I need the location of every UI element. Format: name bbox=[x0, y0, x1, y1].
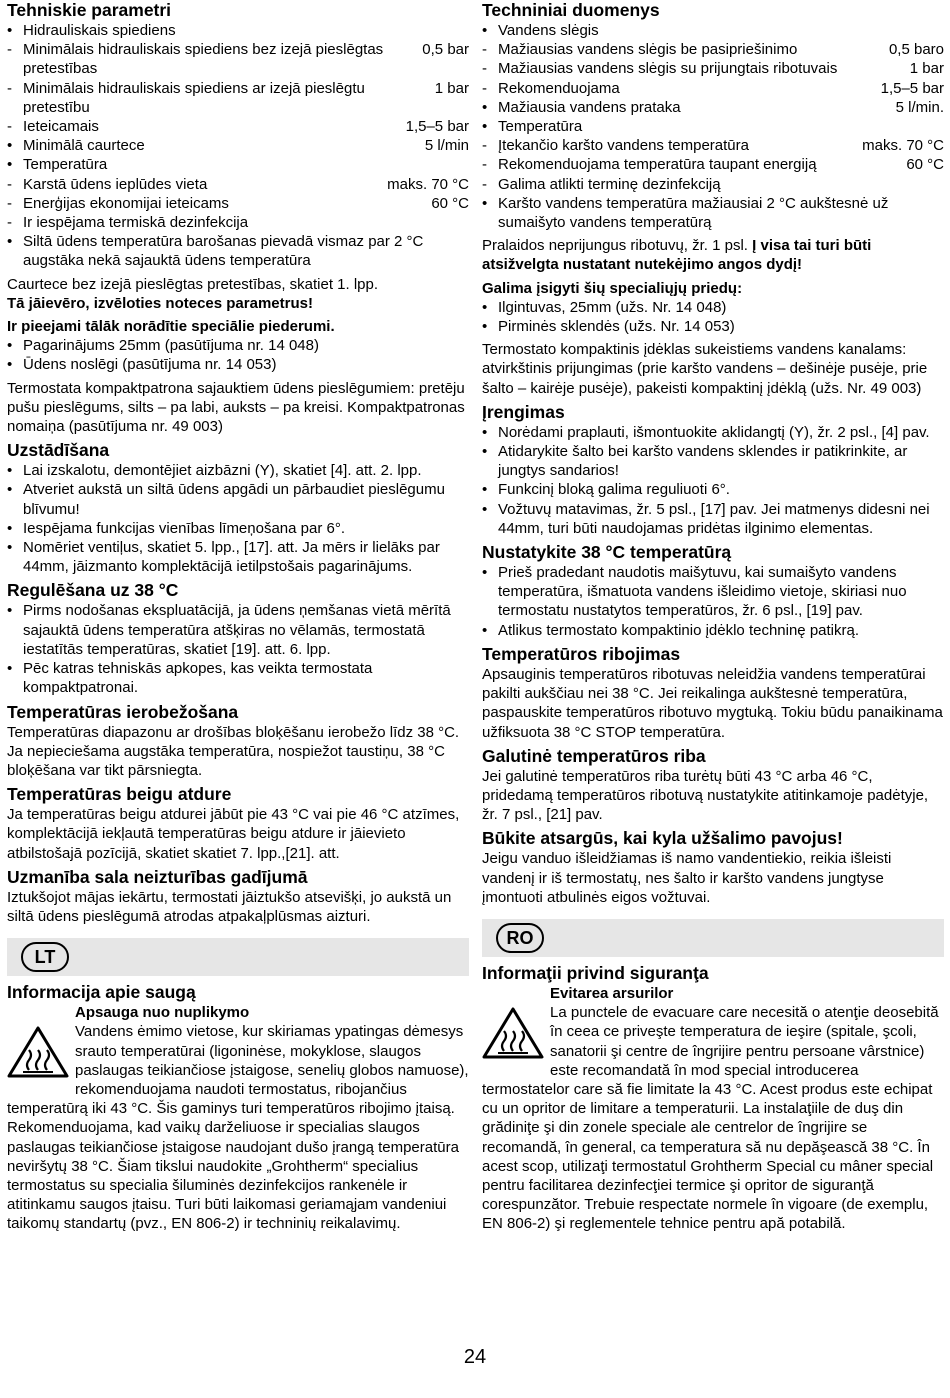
list-item-text: Ilgintuvas, 25mm (užs. Nr. 14 048) bbox=[498, 298, 727, 316]
bullet-marker: • bbox=[7, 233, 13, 251]
list-item-text: Atveriet aukstā un siltā ūdens apgādi un pārbaudiet pieslēgumu blīvumu! bbox=[23, 481, 445, 518]
bullet-marker: • bbox=[482, 318, 488, 336]
list-item-text: Funkcinį bloką galima reguliuoti 6°. bbox=[498, 481, 730, 499]
list-item-text: Pagarinājums 25mm (pasūtījuma nr. 14 048) bbox=[23, 337, 319, 355]
section-title-limit: Temperatūras ierobežošana bbox=[7, 701, 239, 722]
spec-item bbox=[482, 40, 944, 59]
list-item bbox=[7, 538, 469, 576]
spec-label: Siltā ūdens temperatūra barošanas pievadā vismaz par 2 °C augstāka nekā sajauktā ūdens temperatūra bbox=[23, 233, 424, 270]
spec-item bbox=[482, 155, 944, 174]
bullet-marker: - bbox=[7, 214, 12, 232]
limit-text: Apsauginis temperatūros ribotuvas neleidžia vandens temperatūrai pakilti aukščiau nei 38 °C. Jei reikalinga aukštesnė temperatūra, paspauskite temperatūros ribotuvo mygtuką. Tokiu būdu panaikinama užfiksuota 38 °C STOP temperatūra. bbox=[482, 665, 943, 741]
spec-value: 60 °C bbox=[431, 194, 469, 212]
spec-label: Mažiausias vandens slėgis be pasipriešinimo bbox=[498, 41, 798, 59]
bullet-marker: • bbox=[7, 22, 13, 39]
flow-note: Caurtece bez izejā pieslēgtas pretestības, skatiet 1. lpp. bbox=[7, 275, 379, 293]
bullet-marker: • bbox=[482, 22, 488, 39]
bullet-marker: • bbox=[482, 621, 488, 639]
safety-block bbox=[7, 1022, 469, 1233]
spec-item bbox=[7, 213, 469, 232]
spec-item bbox=[482, 175, 944, 194]
list-item-text: Atidarykite šalto bei karšto vandens sklendes ir patikrinkite, ar jungtys sandarios! bbox=[498, 443, 908, 480]
language-bar bbox=[482, 919, 944, 957]
bullet-marker: • bbox=[482, 500, 488, 518]
list-item bbox=[482, 480, 944, 499]
spec-item bbox=[7, 155, 469, 174]
bullet-marker: • bbox=[482, 194, 488, 212]
bullet-marker: • bbox=[7, 137, 13, 155]
list-item bbox=[7, 355, 469, 374]
right-column bbox=[482, 0, 944, 1234]
safety-block bbox=[482, 1003, 944, 1233]
list-item bbox=[7, 480, 469, 518]
section-title-safety: Informacija apie saugą bbox=[7, 982, 196, 1003]
spec-label: Vandens slėgis bbox=[498, 22, 599, 39]
limit-text: Temperatūras diapazonu ar drošības bloķēšanu ierobežo līdz 38 °C. Ja nepieciešama augstāka temperatūra, nospiežot taustiņu, 38 °C bloķēšana var tikt pārsniegta. bbox=[7, 723, 460, 779]
spec-item bbox=[7, 232, 469, 270]
spec-value: 60 °C bbox=[906, 156, 944, 174]
end-stop-text: Jei galutinė temperatūros riba turėtų būti 43 °C arba 46 °C, pridedamą temperatūros ribotuvą nustatykite atitinkamoje padėtyje, žr. 7 psl., [21] pav. bbox=[482, 767, 929, 824]
page-number: 24 bbox=[463, 1346, 487, 1368]
bullet-marker: - bbox=[7, 194, 12, 212]
list-item bbox=[482, 317, 944, 336]
frost-text: Jeigu vanduo išleidžiamas iš namo vandentiekio, reikia išleisti vandenį ir iš termostatų, nes šalto ir karšto vandens jungtyse įmontuoti atbulinės eigos vožtuvai. bbox=[482, 850, 892, 906]
section-title-frost: Uzmanība sala neizturības gadījumā bbox=[7, 866, 308, 887]
bullet-marker: • bbox=[7, 660, 13, 678]
install-list bbox=[7, 461, 469, 576]
bullet-marker: - bbox=[482, 156, 487, 174]
section-title-safety: Informaţii privind siguranţa bbox=[482, 962, 709, 983]
list-item bbox=[482, 423, 944, 442]
list-item-text: Pirms nodošanas ekspluatācijā, ja ūdens ņemšanas vietā mērītā sajauktā ūdens temperatūra atšķiras no vēlamās, termostatā iestatītās temperatūras, skatiet [19]. att. 6. lpp. bbox=[23, 602, 451, 658]
spec-label: Ir iespējama termiskā dezinfekcija bbox=[23, 214, 249, 232]
accessories-title: Ir pieejami tālāk norādītie speciālie piederumi. bbox=[7, 318, 335, 336]
spec-item bbox=[482, 21, 944, 40]
language-badge: LT bbox=[21, 942, 69, 972]
hot-surface-warning-icon bbox=[7, 1026, 69, 1078]
spec-label: Karstā ūdens ieplūdes vieta bbox=[23, 175, 208, 193]
bullet-marker: • bbox=[7, 462, 13, 480]
spec-item bbox=[482, 98, 944, 117]
accessories-title: Galima įsigyti šių specialiųjų priedų: bbox=[482, 279, 743, 297]
spec-label: Mažiausia vandens prataka bbox=[498, 98, 681, 116]
bullet-marker: • bbox=[7, 337, 13, 355]
spec-item bbox=[7, 117, 469, 136]
spec-value: 1,5–5 bar bbox=[880, 79, 944, 97]
spec-value: 5 l/min. bbox=[895, 98, 944, 116]
spec-item bbox=[482, 194, 944, 232]
spec-label: Minimālais hidrauliskais spiediens ar izejā pieslēgtu pretestību bbox=[23, 79, 365, 116]
left-column bbox=[7, 0, 469, 1234]
spec-item bbox=[7, 136, 469, 155]
list-item-text: Atlikus termostato kompaktinio įdėklo techninę patikrą. bbox=[498, 621, 860, 639]
list-item bbox=[482, 500, 944, 538]
spec-value: 0,5 bar bbox=[422, 41, 469, 59]
spec-label: Minimālā caurtece bbox=[23, 137, 145, 155]
spec-item bbox=[482, 79, 944, 98]
adjust-list bbox=[7, 601, 469, 697]
list-item bbox=[7, 336, 469, 355]
spec-value: maks. 70 °C bbox=[862, 137, 944, 155]
list-item-text: Nomēriet ventiļus, skatiet 5. lpp., [17]. att. Ja mērs ir lielāks par 44mm, jāizmanto komplektācijā ietilpstošais pagarinājums. bbox=[23, 539, 440, 576]
spec-label: Minimālais hidrauliskais spiediens bez izejā pieslēgtas pretestības bbox=[23, 41, 384, 78]
list-item-text: Pirminės sklendės (užs. Nr. 14 053) bbox=[498, 318, 735, 336]
bullet-marker: - bbox=[482, 60, 487, 78]
spec-label: Temperatūra bbox=[498, 118, 583, 136]
section-title-limit: Temperatūros ribojimas bbox=[482, 643, 681, 664]
section-title-end-stop: Galutinė temperatūros riba bbox=[482, 745, 706, 766]
tech-spec-list bbox=[482, 21, 944, 232]
bullet-marker: • bbox=[7, 356, 13, 374]
flow-note-bold: Į visa tai turi būti atsižvelgta nustatant nutekėjimo angos dydį! bbox=[482, 237, 872, 274]
bullet-marker: • bbox=[7, 602, 13, 620]
section-title-tech: Techniniai duomenys bbox=[482, 0, 660, 20]
list-item-text: Ūdens noslēgi (pasūtījuma nr. 14 053) bbox=[23, 356, 277, 374]
adjust-list bbox=[482, 563, 944, 640]
bullet-marker: • bbox=[7, 156, 13, 174]
bullet-marker: • bbox=[482, 98, 488, 116]
spec-item bbox=[482, 117, 944, 136]
list-item bbox=[482, 563, 944, 621]
spec-value: 1,5–5 bar bbox=[405, 118, 469, 136]
spec-label: Temperatūra bbox=[23, 156, 108, 174]
spec-label: Rekomenduojama bbox=[498, 79, 620, 97]
spec-label: Mažiausias vandens slėgis su prijungtais ribotuvais bbox=[498, 60, 838, 78]
language-badge: RO bbox=[496, 923, 544, 953]
spec-label: Įtekančio karšto vandens temperatūra bbox=[498, 137, 749, 155]
safety-subtitle: Apsauga nuo nuplikymo bbox=[75, 1004, 250, 1022]
bullet-marker: - bbox=[7, 118, 12, 136]
bullet-marker: - bbox=[7, 175, 12, 193]
accessories-list bbox=[482, 298, 944, 336]
spec-label: Ieteicamais bbox=[23, 118, 99, 136]
bullet-marker: - bbox=[7, 41, 12, 59]
section-title-adjust: Regulēšana uz 38 °C bbox=[7, 580, 179, 601]
flow-note bbox=[482, 236, 944, 274]
spec-value: 1 bar bbox=[909, 60, 944, 78]
safety-subtitle: Evitarea arsurilor bbox=[550, 984, 674, 1002]
cartridge-text: Termostato kompaktinis įdėklas sukeistiems vandens kanalams: atvirkštinis prijungimas (prie karšto vandens – dešinėje pusėje, prie šalto – kairėje pusėje), pakeisti kompaktinį įdėklą (užs. Nr. 49 003) bbox=[482, 341, 928, 397]
list-item bbox=[7, 519, 469, 538]
list-item bbox=[7, 601, 469, 659]
section-title-install: Įrengimas bbox=[482, 401, 565, 422]
spec-item bbox=[7, 194, 469, 213]
section-title-end-stop: Temperatūras beigu atdure bbox=[7, 784, 232, 805]
spec-value: 5 l/min bbox=[424, 137, 469, 155]
spec-item bbox=[7, 21, 469, 40]
bullet-marker: - bbox=[482, 41, 487, 59]
spec-label: Enerģijas ekonomijai ieteicams bbox=[23, 194, 229, 212]
list-item bbox=[482, 298, 944, 317]
spec-label: Rekomenduojama temperatūra taupant energiją bbox=[498, 156, 817, 174]
section-title-frost: Būkite atsargūs, kai kyla užšalimo pavojus! bbox=[482, 828, 843, 849]
flow-note-bold: Tā jāievēro, izvēloties noteces parametrus! bbox=[7, 294, 313, 312]
language-bar bbox=[7, 938, 469, 976]
flow-note-text: Pralaidos neprijungus ribotuvų, žr. 1 psl. bbox=[482, 237, 748, 255]
spec-value: maks. 70 °C bbox=[387, 175, 469, 193]
end-stop-text: Ja temperatūras beigu atdurei jābūt pie 43 °C vai pie 46 °C atzīmes, komplektācijā iekļautā temperatūras beigu atdure ir jāievieto atbilstošajā pozīcijā, skatiet skatiet 7. lpp.,[21]. att. bbox=[7, 806, 460, 862]
safety-text: Vandens ėmimo vietose, kur skiriamas ypatingas dėmesys srauto temperatūrai (ligoninėse, mokyklose, slaugos paslaugas teikiančiose įstaigose, senelių globos namuose), rekomenduojama naudoti termostatus, ribojančius temperatūrą iki 43 °C. Šis gaminys turi temperatūros ribojimo įtaisą. Rekomenduojama, kad vaikų darželiuose ir specialias slaugos paslaugas teikiančiose įstaigose naudojant dušo įrangą temperatūra neviršytų 38 °C. Šiam tikslui naudokite „Grohtherm“ specialius termostatus su specialia šiluminės dezinfekcijos rankenėle ir atitinkamu saugos įtaisu. Turi būti laikomasi geriamąjam vandeniui taikomų standartų (pvz., EN 806-2) ir techninių reikalavimų. bbox=[7, 1023, 469, 1233]
bullet-marker: - bbox=[482, 79, 487, 97]
section-title-tech: Tehniskie parametri bbox=[7, 0, 172, 20]
bullet-marker: • bbox=[482, 298, 488, 316]
bullet-marker: - bbox=[482, 175, 487, 193]
list-item bbox=[482, 442, 944, 480]
spec-value: 0,5 baro bbox=[888, 41, 944, 59]
spec-label: Hidrauliskais spiediens bbox=[23, 22, 176, 39]
bullet-marker: • bbox=[482, 423, 488, 441]
spec-item bbox=[7, 79, 469, 117]
section-title-install: Uzstādīšana bbox=[7, 440, 110, 461]
accessories-list bbox=[7, 336, 469, 374]
spec-label: Karšto vandens temperatūra mažiausiai 2 °C aukštesnė už sumaišyto vandens temperatūrą bbox=[498, 194, 889, 232]
bullet-marker: • bbox=[7, 519, 13, 537]
bullet-marker: • bbox=[482, 481, 488, 499]
list-item bbox=[7, 659, 469, 697]
spec-value: 1 bar bbox=[434, 79, 469, 97]
list-item bbox=[482, 621, 944, 640]
install-list bbox=[482, 423, 944, 538]
bullet-marker: - bbox=[7, 79, 12, 97]
list-item bbox=[7, 461, 469, 480]
list-item-text: Norėdami praplauti, išmontuokite aklidangtį (Y), žr. 2 psl., [4] pav. bbox=[498, 423, 930, 441]
list-item-text: Prieš pradedant naudotis maišytuvu, kai sumaišyto vandens temperatūra, išmatuota vandens išleidimo vietoje, skiriasi nuo termostatu nustatytos temperatūros, žr. 6 psl., [19] pav. bbox=[498, 564, 907, 620]
list-item-text: Lai izskalotu, demontējiet aizbāzni (Y), skatiet [4]. att. 2. lpp. bbox=[23, 462, 422, 480]
list-item-text: Vožtuvų matavimas, žr. 5 psl., [17] pav. Jei matmenys didesni nei 44mm, turi būti naudojamas pridėtas ilginimo elementas. bbox=[498, 500, 930, 537]
hot-surface-warning-icon bbox=[482, 1007, 544, 1059]
list-item-text: Iespējama funkcijas vienības līmeņošana par 6°. bbox=[23, 519, 346, 537]
spec-item bbox=[7, 40, 469, 78]
safety-text: La punctele de evacuare care necesită o atenţie deosebită în ceea ce priveşte temperatura de ieşire (spitale, şcoli, sanatorii şi centre de îngrijire pentru persoane vârstnice) este recomandată în mod special introducerea termostatelor care să fie limitate la 43 °C. Acest produs este echipat cu un opritor de limitare a temperaturii. La instalaţiile de duş din grădiniţe şi din zonele speciale ale centrelor de îngrijire se recomandă, în general, ca temperatura să nu depăşească 38 °C. În acest scop, utilizaţi termostatul Grohtherm Special cu mâner special pentru facilitarea dezinfecţiei termice şi opritor de siguranţă corespunzător. Trebuie respectate normele în vigoare (de exemplu, EN 806-2) şi reglementele tehnice pentru apă potabilă. bbox=[482, 1004, 939, 1233]
spec-label: Galima atlikti terminę dezinfekciją bbox=[498, 175, 721, 193]
bullet-marker: • bbox=[7, 539, 13, 557]
spec-item bbox=[482, 136, 944, 155]
spec-item bbox=[482, 59, 944, 78]
bullet-marker: - bbox=[482, 137, 487, 155]
bullet-marker: • bbox=[482, 443, 488, 461]
frost-text: Iztukšojot mājas iekārtu, termostati jāiztukšo atsevišķi, jo aukstā un siltā ūdens pieslēgumā atrodas atpakaļplūsmas aizturi. bbox=[7, 888, 452, 925]
spec-item bbox=[7, 175, 469, 194]
cartridge-text: Termostata kompaktpatrona sajauktiem ūdens pieslēgumiem: pretēju pušu pieslēgums, silts – pa labi, auksts – pa kreisi. Kompaktpatronas nomaiņa (pasūtījuma nr. 49 003) bbox=[7, 379, 465, 436]
bullet-marker: • bbox=[482, 118, 488, 136]
section-title-adjust: Nustatykite 38 °C temperatūrą bbox=[482, 542, 732, 563]
bullet-marker: • bbox=[7, 481, 13, 499]
list-item-text: Pēc katras tehniskās apkopes, kas veikta termostata kompaktpatronai. bbox=[23, 660, 373, 697]
tech-spec-list bbox=[7, 21, 469, 271]
bullet-marker: • bbox=[482, 564, 488, 582]
